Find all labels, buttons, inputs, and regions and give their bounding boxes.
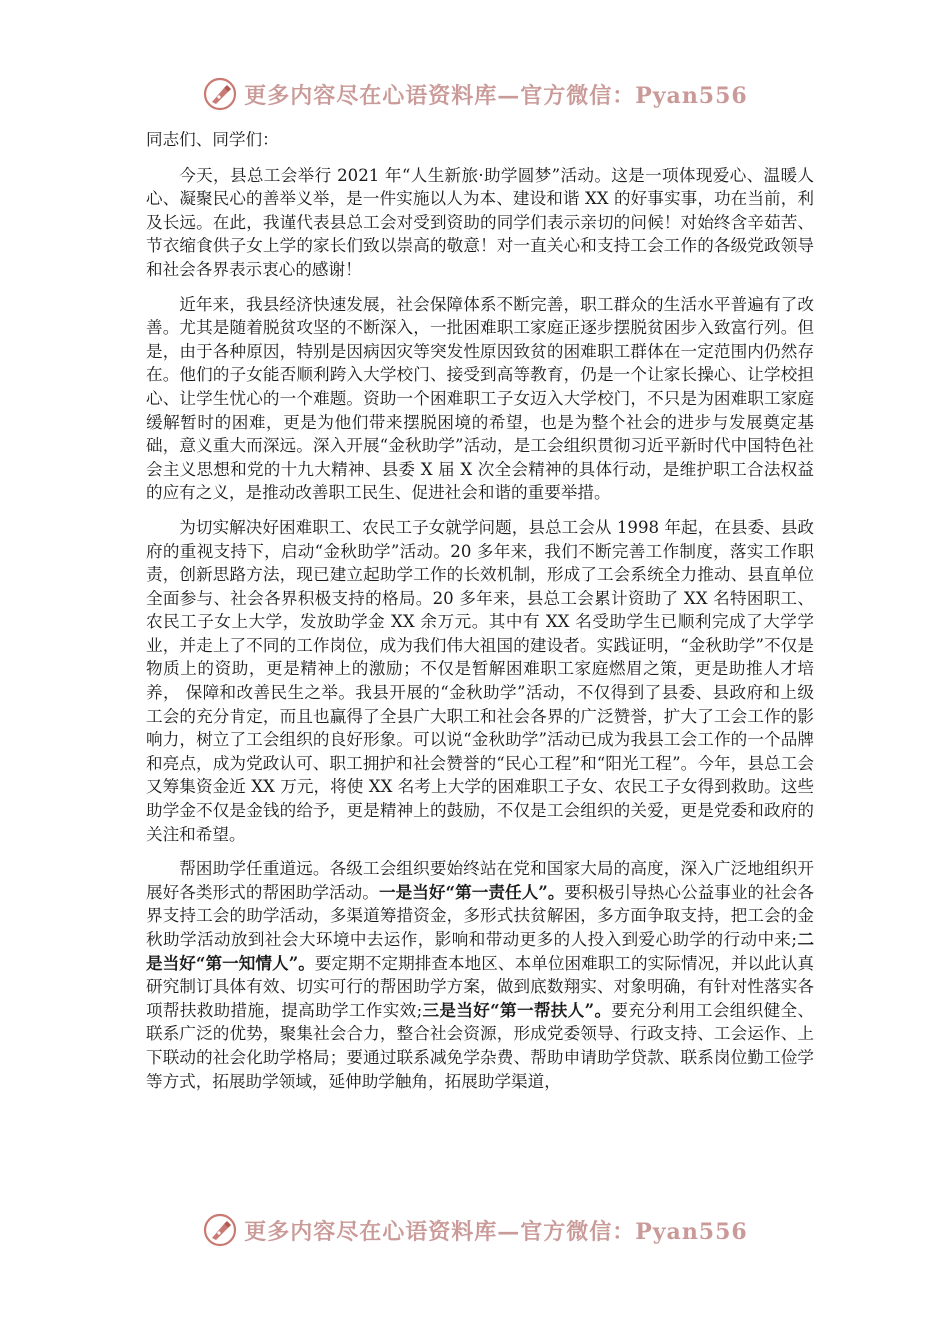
watermark-text: 更多内容尽在心语资料库—官方微信：Pyan556 — [244, 82, 748, 109]
point-2-heading: 二是当好“第一知情人”。 — [146, 929, 815, 973]
header-watermark-banner — [0, 72, 950, 116]
watermark-text: 更多内容尽在心语资料库—官方微信：Pyan556 — [244, 1218, 748, 1245]
paragraph-2: 近年来，我县经济快速发展，社会保障体系不断完善，职工群众的生活水平普遍有了改善。尤其是随着脱贫攻坚的不断深入，一批困难职工家庭正逐步摆脱贫困步入致富行列。但是，由于各种原因，特别是因病因灾等突发性原因致贫的困难职工群体在一定范围内仍然存在。他们的子女能否顺利跨入大学校门、接受到高等教育，仍是一个让家长操心、让学校担心、让学生忧心的一个难题。资助一个困难职工子女迈入大学校门，不只是为困难职工家庭缓解暂时的困难，更是为他们带来摆脱困境的希望，也是为整个社会的进步与发展奠定基础，意义重大而深远。深入开展“金秋助学”活动，是工会组织贯彻习近平新时代中国特色社会主义思想和党的十九大精神、县委 X 届 X 次全会精神的具体行动，是维护职工合法权益的应有之义，是推动改善职工民生、促进社会和谐的重要举措。 — [146, 294, 814, 503]
point-3-text: 要充分利用工会组织健全、联系广泛的优势，聚集社会合力，整合社会资源，形成党委领导、行政支持、工会运作、上下联动的社会化助学格局；要通过联系减免学杂费、帮助申请助学贷款、联系岗位勤工俭学等方式，拓展助学领域，延伸助学触角，拓展助学渠道， — [146, 1000, 815, 1091]
paragraph-4 — [146, 857, 814, 1093]
pen-nib-logo-icon — [202, 1212, 238, 1248]
point-2-text: 要定期不定期排查本地区、本单位困难职工的实际情况，并以此认真研究制订具体有效、切实可行的帮困助学方案，做到底数翔实、对象明确，有针对性落实各项帮扶救助措施，提高助学工作实效; — [146, 953, 815, 1020]
point-3-heading: 三是当好“第一帮扶人”。 — [422, 999, 612, 1020]
pen-nib-logo-icon — [202, 76, 238, 112]
point-1-heading: 一是当好“第一责任人”。 — [378, 881, 565, 902]
document-body — [146, 128, 814, 1104]
paragraph-3: 为切实解决好困难职工、农民工子女就学问题，县总工会从 1998 年起，在县委、县政府的重视支持下，启动“金秋助学”活动。20 多年来，我们不断完善工作制度，落实工作职责，创新思路方法，现已建立起助学工作的长效机制，形成了工会系统全力推动、县直单位全面参与、社会各界积极支持的格局。20 多年来，县总工会累计资助了 XX 名特困职工、农民工子女上大学，发放助学金 XX 余万元。其中有 XX 名受助学生已顺利完成了大学学业，并走上了不同的工作岗位，成为我们伟大祖国的建设者。实践证明，“金秋助学”不仅是物质上的资助，更是精神上的激励；不仅是暂解困难职工家庭燃眉之策，更是助推人才培养， 保障和改善民生之举。我县开展的“金秋助学”活动，不仅得到了县委、县政府和上级工会的充分肯定，而且也赢得了全县广大职工和社会各界的广泛赞誉，扩大了工会工作的影响力，树立了工会组织的良好形象。可以说“金秋助学”活动已成为我县工会工作的一个品牌和亮点，成为党政认可、职工拥护和社会赞誉的“民心工程”和“阳光工程”。今年，县总工会又筹集资金近 XX 万元，将使 XX 名考上大学的困难职工子女、农民工子女得到救助。这些助学金不仅是金钱的给予，更是精神上的鼓励，不仅是工会组织的关爱，更是党委和政府的关注和希望。 — [146, 517, 814, 844]
footer-watermark-banner — [0, 1208, 950, 1252]
paragraph-1: 今天，县总工会举行 2021 年“人生新旅·助学圆梦”活动。这是一项体现爱心、温暖人心、凝聚民心的善举义举，是一件实施以人为本、建设和谐 XX 的好事实事，功在当前，利及长远。在此，我谨代表县总工会对受到资助的同学们表示亲切的问候！对始终含辛茹苦、节衣缩食供子女上学的家长们致以崇高的敬意！对一直关心和支持工会工作的各级党政领导和社会各界表示衷心的感谢！ — [146, 165, 814, 279]
greeting: 同志们、同学们： — [146, 130, 279, 149]
point-1-text: 要积极引导热心公益事业的社会各界支持工会的助学活动，多渠道筹措资金，多形式扶贫解困，多方面争取支持，把工会的金秋助学活动放到社会大环境中去运作，影响和带动更多的人投入到爱心助学的行动中来; — [146, 882, 815, 949]
paragraph-4-intro: 帮困助学任重道远。各级工会组织要始终站在党和国家大局的高度，深入广泛地组织开展好各类形式的帮困助学活动。 — [146, 859, 814, 902]
